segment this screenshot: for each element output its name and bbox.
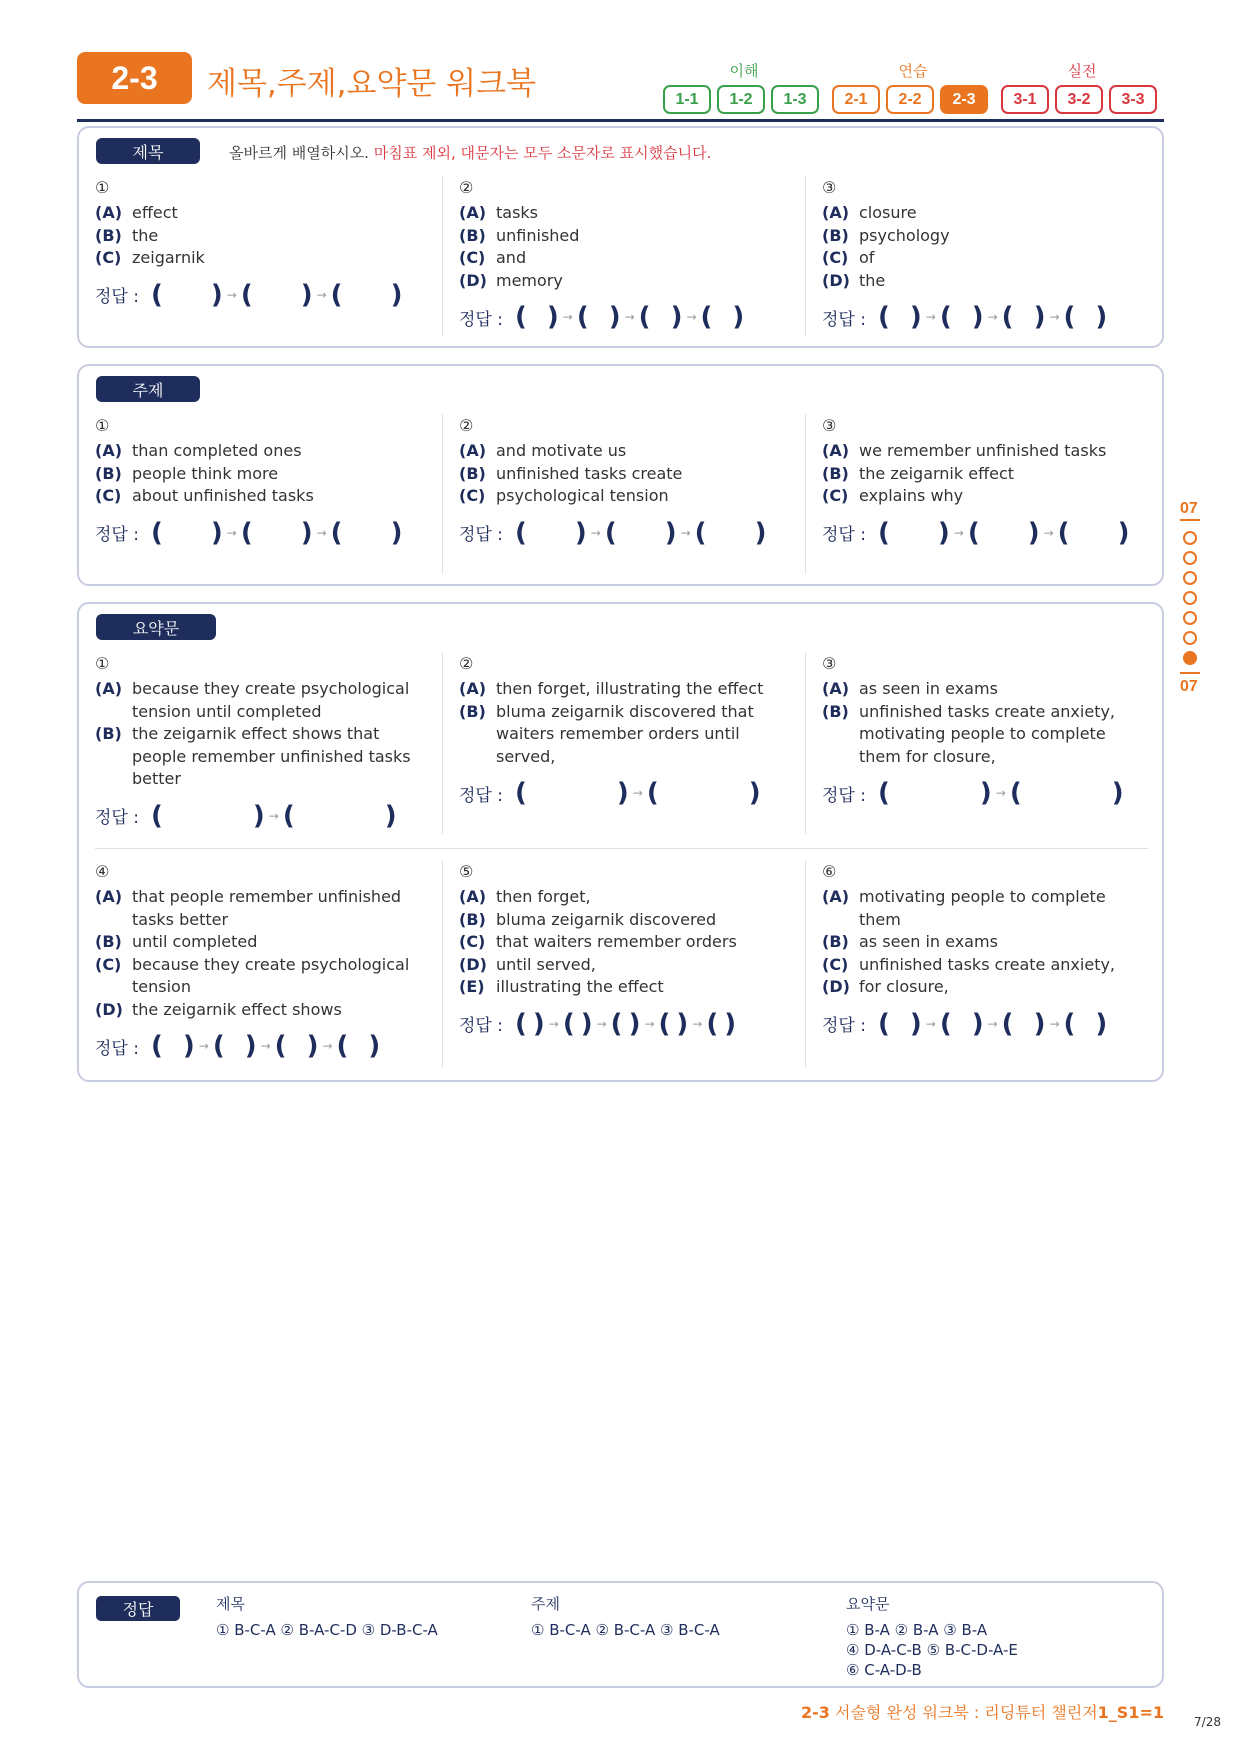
- answer-blank[interactable]: ( ): [330, 279, 403, 310]
- answer-blank[interactable]: ( ): [646, 778, 761, 808]
- side-index-dot: [1183, 611, 1197, 625]
- title-item-1: [95, 178, 425, 310]
- option-e: (E) illustrating the effect: [459, 977, 664, 996]
- column-divider: [805, 652, 806, 834]
- answer-key-topic: [531, 1593, 720, 1640]
- answer-blank[interactable]: ( ): [706, 1008, 737, 1039]
- option-a: (A) then forget, illustrating the effect: [459, 679, 764, 698]
- answer-label: 정답 :: [459, 785, 503, 806]
- side-index-line: [1180, 519, 1200, 521]
- arrow-icon: →: [987, 310, 998, 324]
- option-c: (C) zeigarnik: [95, 248, 205, 267]
- level-tab-1-3[interactable]: 1-3: [771, 85, 819, 114]
- row-divider: [95, 848, 1148, 849]
- side-index-bottom: 07: [1180, 678, 1198, 695]
- option-a: (A) then forget,: [459, 887, 591, 906]
- section-tag-summary: 요약문: [96, 614, 216, 640]
- option-b: (B) bluma zeigarnik discovered that waiters remember orders until served,: [459, 701, 754, 766]
- side-index-dot: [1183, 531, 1197, 545]
- column-divider: [442, 176, 443, 336]
- arrow-icon: →: [596, 1016, 607, 1031]
- answer-key-title: [216, 1593, 438, 1640]
- answer-key-heading: 주제: [531, 1595, 560, 1613]
- arrow-icon: →: [925, 1016, 936, 1031]
- instruction-note: 마침표 제외, 대문자는 모두 소문자로 표시했습니다.: [368, 144, 712, 162]
- item-number: ②: [459, 416, 474, 435]
- answer-blank[interactable]: ( ): [877, 778, 992, 808]
- option-a: (A) effect: [95, 203, 178, 222]
- arrow-icon: →: [624, 310, 635, 324]
- answer-row: [822, 1009, 1152, 1039]
- option-b: (B) the zeigarnik effect shows that people remember unfinished tasks better: [95, 724, 411, 788]
- level-tab-1-2[interactable]: 1-2: [717, 85, 765, 114]
- option-b: (B) unfinished: [459, 225, 580, 245]
- arrow-icon: →: [953, 525, 964, 540]
- column-divider: [805, 176, 806, 336]
- level-tab-3-1[interactable]: 3-1: [1001, 85, 1049, 114]
- option-a: (A) as seen in exams: [822, 679, 998, 698]
- footer-code: 2-3: [801, 1703, 830, 1722]
- answer-row: [459, 1009, 789, 1039]
- answer-blank[interactable]: ( ): [514, 778, 629, 808]
- column-divider: [805, 860, 806, 1068]
- answer-blank[interactable]: ( ): [700, 302, 745, 332]
- answer-blank[interactable]: ( ): [150, 279, 223, 310]
- column-divider: [442, 414, 443, 574]
- summary-item-5: [459, 862, 789, 1039]
- group-label-practice: 연습: [898, 62, 928, 80]
- level-tab-1-1[interactable]: 1-1: [663, 85, 711, 114]
- arrow-icon: →: [562, 310, 573, 324]
- answer-blank[interactable]: ( ): [939, 1008, 984, 1039]
- topic-section: [77, 364, 1164, 586]
- option-a: (A) motivating people to complete them: [822, 887, 1106, 929]
- arrow-icon: →: [686, 310, 697, 324]
- side-index-top: 07: [1180, 500, 1198, 517]
- side-index-dot: [1183, 631, 1197, 645]
- answer-label: 정답 :: [95, 808, 139, 828]
- answer-blank[interactable]: ( ): [562, 1008, 593, 1039]
- side-index-dot: [1183, 571, 1197, 585]
- page-number: 7/28: [1194, 1715, 1221, 1729]
- title-item-3: [822, 178, 1152, 332]
- answer-row: [459, 518, 789, 548]
- arrow-icon: →: [644, 1016, 655, 1031]
- answer-blank[interactable]: ( ): [212, 1031, 257, 1061]
- title-section: [77, 126, 1164, 348]
- arrow-icon: →: [226, 287, 237, 302]
- option-a: (A) we remember unfinished tasks: [822, 441, 1107, 460]
- answer-blank[interactable]: ( ): [240, 517, 313, 548]
- footer-suffix: 1_S1=1: [1097, 1703, 1164, 1722]
- instruction: [229, 142, 711, 163]
- level-tab-2-2[interactable]: 2-2: [886, 85, 934, 114]
- arrow-icon: →: [1049, 1016, 1060, 1031]
- side-index-dot: [1183, 551, 1197, 565]
- answer-label: 정답 :: [822, 309, 866, 330]
- item-number: ①: [95, 416, 110, 435]
- answer-label: 정답 :: [822, 525, 866, 545]
- topic-item-1: [95, 416, 425, 548]
- option-a: (A) than completed ones: [95, 441, 302, 460]
- arrow-icon: →: [316, 287, 327, 302]
- answer-label: 정답 :: [95, 1038, 139, 1059]
- option-c: (C) about unfinished tasks: [95, 486, 314, 505]
- answer-blank[interactable]: ( ): [282, 800, 397, 831]
- arrow-icon: →: [692, 1016, 703, 1031]
- option-c: (C) because they create psychological tension: [95, 954, 410, 996]
- answer-blank[interactable]: ( ): [1063, 302, 1108, 332]
- answer-blank[interactable]: ( ): [939, 302, 984, 332]
- answer-blank[interactable]: ( ): [330, 517, 403, 548]
- answer-key-line: ① B-C-A ② B-C-A ③ B-C-A: [531, 1621, 720, 1639]
- answer-label: 정답 :: [459, 1016, 503, 1036]
- answer-row: [95, 280, 425, 310]
- arrow-icon: →: [680, 525, 691, 540]
- option-c: (C) and: [459, 248, 527, 267]
- topic-item-3: [822, 416, 1152, 548]
- summary-item-6: [822, 862, 1152, 1039]
- option-a: (A) closure: [822, 203, 917, 222]
- answer-label: 정답 :: [459, 525, 503, 545]
- option-c: (C) unfinished tasks create anxiety,: [822, 954, 1116, 974]
- answer-label: 정답 :: [95, 525, 139, 545]
- arrow-icon: →: [925, 310, 936, 324]
- answer-key-line: ① B-C-A ② B-A-C-D ③ D-B-C-A: [216, 1621, 438, 1639]
- side-index-line: [1180, 672, 1200, 674]
- answer-blank[interactable]: ( ): [336, 1031, 381, 1061]
- answer-blank[interactable]: ( ): [514, 517, 587, 548]
- level-tab-3-3[interactable]: 3-3: [1109, 85, 1157, 114]
- group-label-understanding: 이해: [729, 62, 759, 80]
- answer-row: [95, 1031, 425, 1061]
- answer-row: [95, 801, 425, 831]
- option-c: (C) that waiters remember orders: [459, 932, 737, 951]
- side-index-dot-current: [1183, 651, 1197, 665]
- option-b: (B) unfinished tasks create anxiety, motivating people to complete them for closure,: [822, 701, 1116, 766]
- summary-item-1: [95, 654, 425, 831]
- answer-row: [822, 518, 1152, 548]
- arrow-icon: →: [987, 1016, 998, 1031]
- side-index-dot: [1183, 591, 1197, 605]
- instruction-main: 올바르게 배열하시오.: [229, 144, 369, 162]
- answer-blank[interactable]: ( ): [240, 279, 313, 310]
- topic-item-2: [459, 416, 789, 548]
- answer-blank[interactable]: ( ): [694, 517, 767, 548]
- option-b: (B) unfinished tasks create: [459, 463, 683, 483]
- answer-key-heading: 요약문: [846, 1595, 890, 1613]
- page-title: 제목,주제,요약문 워크북: [207, 66, 537, 102]
- answer-key-line: ④ D-A-C-B ⑤ B-C-D-A-E: [846, 1641, 1018, 1659]
- option-d: (D) for closure,: [822, 977, 949, 996]
- item-number: ②: [459, 178, 474, 197]
- answer-key-line: ⑥ C-A-D-B: [846, 1661, 922, 1679]
- arrow-icon: →: [548, 1016, 559, 1031]
- arrow-icon: →: [268, 808, 279, 823]
- option-a: (A) and motivate us: [459, 441, 627, 460]
- arrow-icon: →: [1049, 310, 1060, 324]
- answer-blank[interactable]: ( ): [514, 302, 559, 332]
- level-tab-2-1[interactable]: 2-1: [832, 85, 880, 114]
- answer-label: 정답 :: [822, 785, 866, 806]
- option-b: (B) people think more: [95, 463, 279, 483]
- answer-blank[interactable]: ( ): [150, 800, 265, 831]
- section-tag-title: 제목: [96, 138, 200, 164]
- summary-item-3: [822, 654, 1152, 808]
- item-number: ②: [459, 654, 474, 673]
- answer-blank[interactable]: ( ): [877, 1008, 922, 1039]
- arrow-icon: →: [1043, 525, 1054, 540]
- option-b: (B) the: [95, 225, 159, 245]
- item-number: ③: [822, 654, 837, 673]
- arrow-icon: →: [260, 1039, 271, 1053]
- answer-label: 정답 :: [95, 287, 139, 307]
- summary-section: [77, 602, 1164, 1082]
- item-number: ⑤: [459, 862, 474, 881]
- answer-row: [95, 518, 425, 548]
- option-b: (B) the zeigarnik effect: [822, 463, 1015, 483]
- column-divider: [805, 414, 806, 574]
- answer-row: [459, 302, 789, 332]
- arrow-icon: →: [590, 525, 601, 540]
- summary-item-4: [95, 862, 425, 1061]
- item-number: ④: [95, 862, 110, 881]
- option-b: (B) psychology: [822, 225, 950, 245]
- arrow-icon: →: [226, 525, 237, 540]
- answer-blank[interactable]: ( ): [150, 1031, 195, 1061]
- option-d: (D) the zeigarnik effect shows: [95, 999, 342, 1019]
- level-tab-3-2[interactable]: 3-2: [1055, 85, 1103, 114]
- option-b: (B) bluma zeigarnik discovered: [459, 909, 717, 929]
- option-b: (B) until completed: [95, 932, 258, 951]
- answer-row: [459, 778, 789, 808]
- answer-blank[interactable]: ( ): [658, 1008, 689, 1039]
- arrow-icon: →: [995, 786, 1006, 800]
- option-c: (C) explains why: [822, 486, 964, 505]
- arrow-icon: →: [322, 1039, 333, 1053]
- answer-row: [822, 302, 1152, 332]
- answer-blank[interactable]: ( ): [1001, 1008, 1046, 1039]
- answer-key-line: ① B-A ② B-A ③ B-A: [846, 1621, 988, 1639]
- answer-label: 정답 :: [459, 309, 503, 330]
- answer-blank[interactable]: ( ): [638, 302, 683, 332]
- arrow-icon: →: [316, 525, 327, 540]
- option-d: (D) memory: [459, 270, 563, 290]
- answer-blank[interactable]: ( ): [576, 302, 621, 332]
- answer-blank[interactable]: ( ): [877, 302, 922, 332]
- footer-text: 서술형 완성 워크북 : 리딩튜터 챌린저: [829, 1703, 1098, 1722]
- answer-blank[interactable]: ( ): [604, 517, 677, 548]
- item-number: ①: [95, 654, 110, 673]
- unit-badge: 2-3: [77, 52, 192, 104]
- answer-blank[interactable]: ( ): [274, 1031, 319, 1061]
- option-d: (D) until served,: [459, 954, 596, 974]
- option-a: (A) because they create psychological tension until completed: [95, 679, 410, 721]
- answer-blank[interactable]: ( ): [150, 517, 223, 548]
- answer-blank[interactable]: ( ): [1057, 517, 1130, 548]
- footer-caption: [801, 1700, 1164, 1723]
- answer-key-summary: [846, 1593, 1018, 1680]
- answer-key: [77, 1581, 1164, 1688]
- item-number: ⑥: [822, 862, 837, 881]
- answer-blank[interactable]: ( ): [514, 1008, 545, 1039]
- item-number: ③: [822, 416, 837, 435]
- column-divider: [442, 652, 443, 834]
- item-number: ③: [822, 178, 837, 197]
- option-a: (A) that people remember unfinished tasks better: [95, 887, 402, 929]
- option-c: (C) of: [822, 248, 875, 267]
- arrow-icon: →: [632, 786, 643, 800]
- arrow-icon: →: [198, 1039, 209, 1053]
- answer-blank[interactable]: ( ): [1063, 1008, 1108, 1039]
- answer-blank[interactable]: ( ): [967, 517, 1040, 548]
- title-divider: [77, 119, 1164, 122]
- column-divider: [442, 860, 443, 1068]
- level-tab-2-3-active[interactable]: 2-3: [940, 85, 988, 114]
- option-a: (A) tasks: [459, 203, 539, 222]
- section-tag-topic: 주제: [96, 376, 200, 402]
- answer-blank[interactable]: ( ): [1009, 778, 1124, 808]
- group-label-real: 실전: [1067, 62, 1097, 80]
- option-c: (C) psychological tension: [459, 486, 669, 505]
- answer-blank[interactable]: ( ): [610, 1008, 641, 1039]
- answer-key-tag: 정답: [96, 1596, 180, 1621]
- option-b: (B) as seen in exams: [822, 932, 998, 951]
- answer-row: [822, 778, 1152, 808]
- item-number: ①: [95, 178, 110, 197]
- answer-key-heading: 제목: [216, 1595, 245, 1613]
- answer-label: 정답 :: [822, 1016, 866, 1036]
- option-d: (D) the: [822, 270, 886, 290]
- answer-blank[interactable]: ( ): [877, 517, 950, 548]
- summary-item-2: [459, 654, 789, 808]
- answer-blank[interactable]: ( ): [1001, 302, 1046, 332]
- title-item-2: [459, 178, 789, 332]
